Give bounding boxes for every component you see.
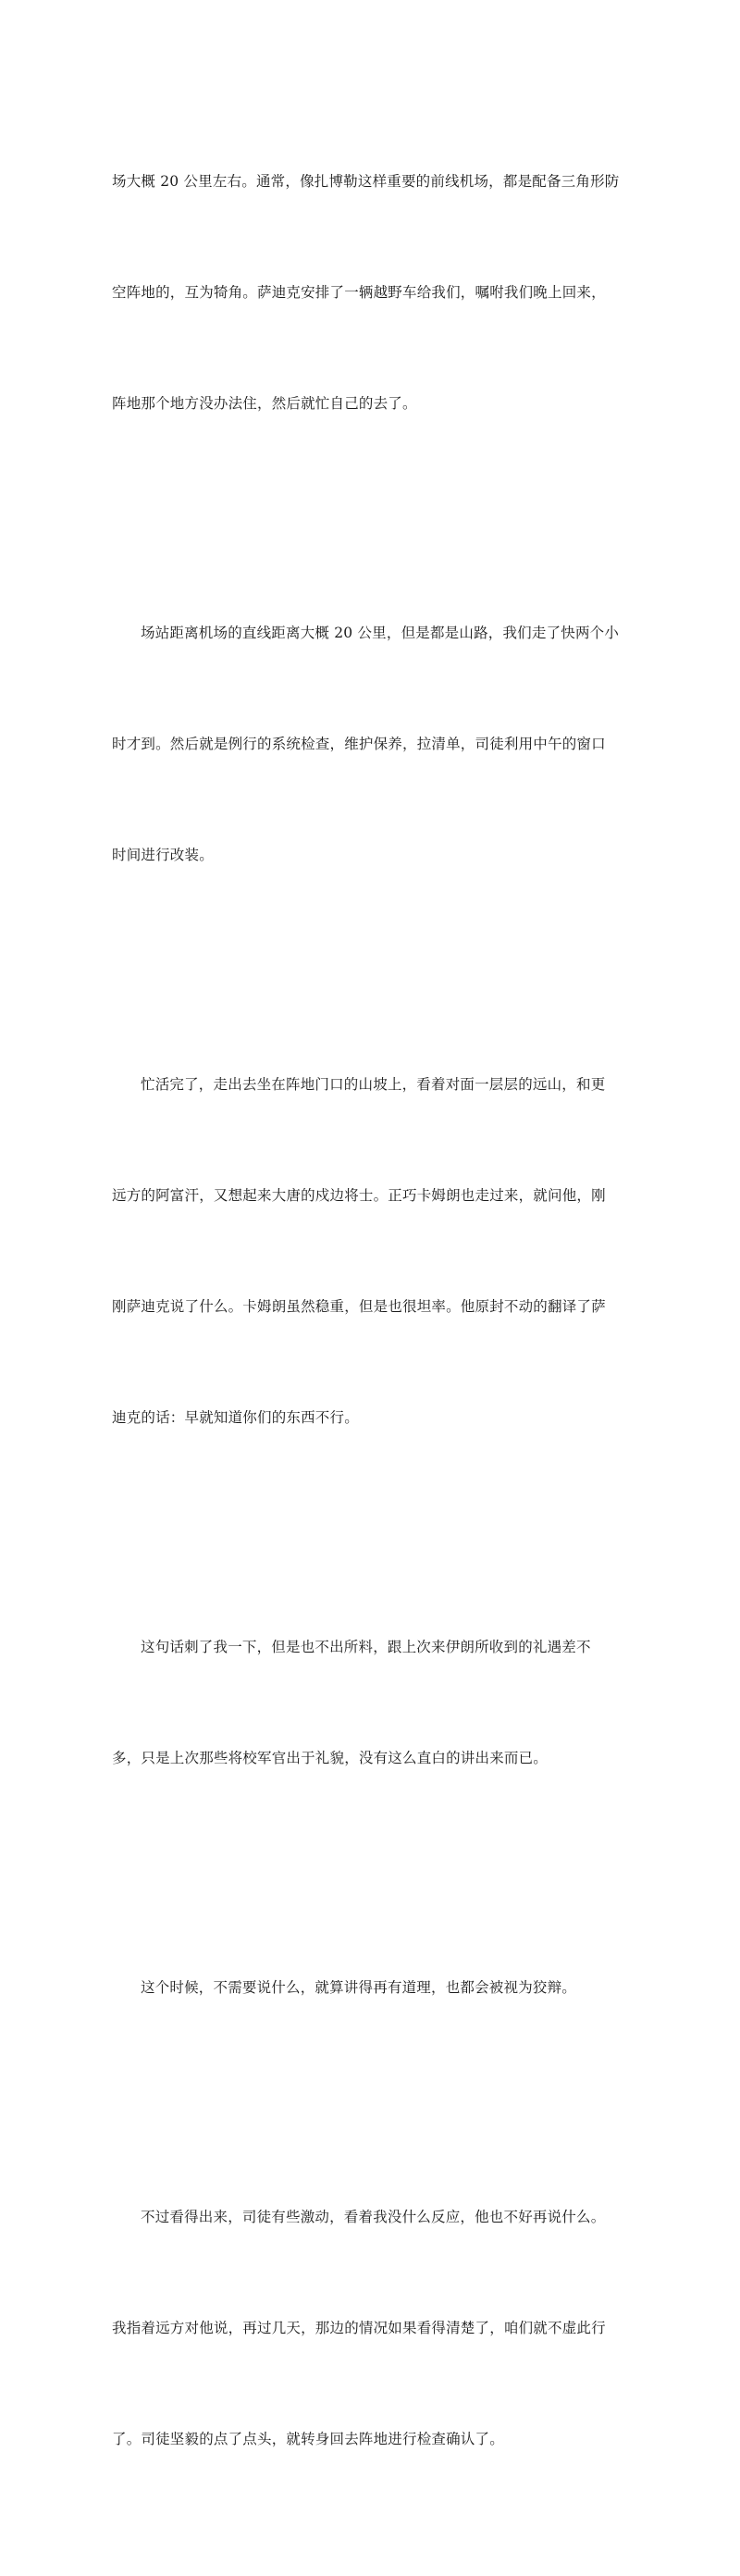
text-line: 我指着远方对他说，再过几天，那边的情况如果看得清楚了，咱们就不虚此行 xyxy=(112,2320,606,2336)
paragraph-3 xyxy=(112,992,630,1510)
text-line: 这句话刺了我一下，但是也不出所料，跟上次来伊朗所收到的礼遇差不 xyxy=(141,1639,591,1655)
text-line: 迪克的话：早就知道你们的东西不行。 xyxy=(112,1409,359,1426)
text-line: 场站距离机场的直线距离大概 20 公里，但是都是山路，我们走了快两个小 xyxy=(141,625,620,641)
text-line: 阵地那个地方没办法住，然后就忙自己的去了。 xyxy=(112,395,417,412)
paragraph-2 xyxy=(112,540,630,947)
document-page xyxy=(112,89,630,2576)
text-line: 不过看得出来，司徒有些激动，看着我没什么反应，他也不好再说什么。 xyxy=(141,2209,606,2225)
text-line: 了。司徒坚毅的点了点头，就转身回去阵地进行检查确认了。 xyxy=(112,2431,504,2447)
paragraph-1 xyxy=(112,89,630,496)
paragraph-6 xyxy=(112,2124,630,2532)
text-line: 这个时候，不需要说什么，就算讲得再有道理，也都会被视为狡辩。 xyxy=(141,1979,577,1996)
paragraph-5 xyxy=(112,1895,630,2080)
paragraph-4 xyxy=(112,1554,630,1851)
text-line: 远方的阿富汗，又想起来大唐的戍边将士。正巧卡姆朗也走过来，就问他，刚 xyxy=(112,1187,606,1204)
text-line: 时才到。然后就是例行的系统检查，维护保养，拉清单，司徒利用中午的窗口 xyxy=(112,736,606,752)
text-line: 刚萨迪克说了什么。卡姆朗虽然稳重，但是也很坦率。他原封不动的翻译了萨 xyxy=(112,1298,606,1315)
text-line: 时间进行改装。 xyxy=(112,847,214,863)
text-line: 多，只是上次那些将校军官出于礼貌，没有这么直白的讲出来而已。 xyxy=(112,1750,549,1766)
text-line: 忙活完了，走出去坐在阵地门口的山坡上，看着对面一层层的远山，和更 xyxy=(141,1076,606,1093)
text-line: 空阵地的，互为犄角。萨迪克安排了一辆越野车给我们，嘱咐我们晚上回来， xyxy=(112,284,606,301)
text-line: 场大概 20 公里左右。通常，像扎博勒这样重要的前线机场，都是配备三角形防 xyxy=(112,173,620,190)
